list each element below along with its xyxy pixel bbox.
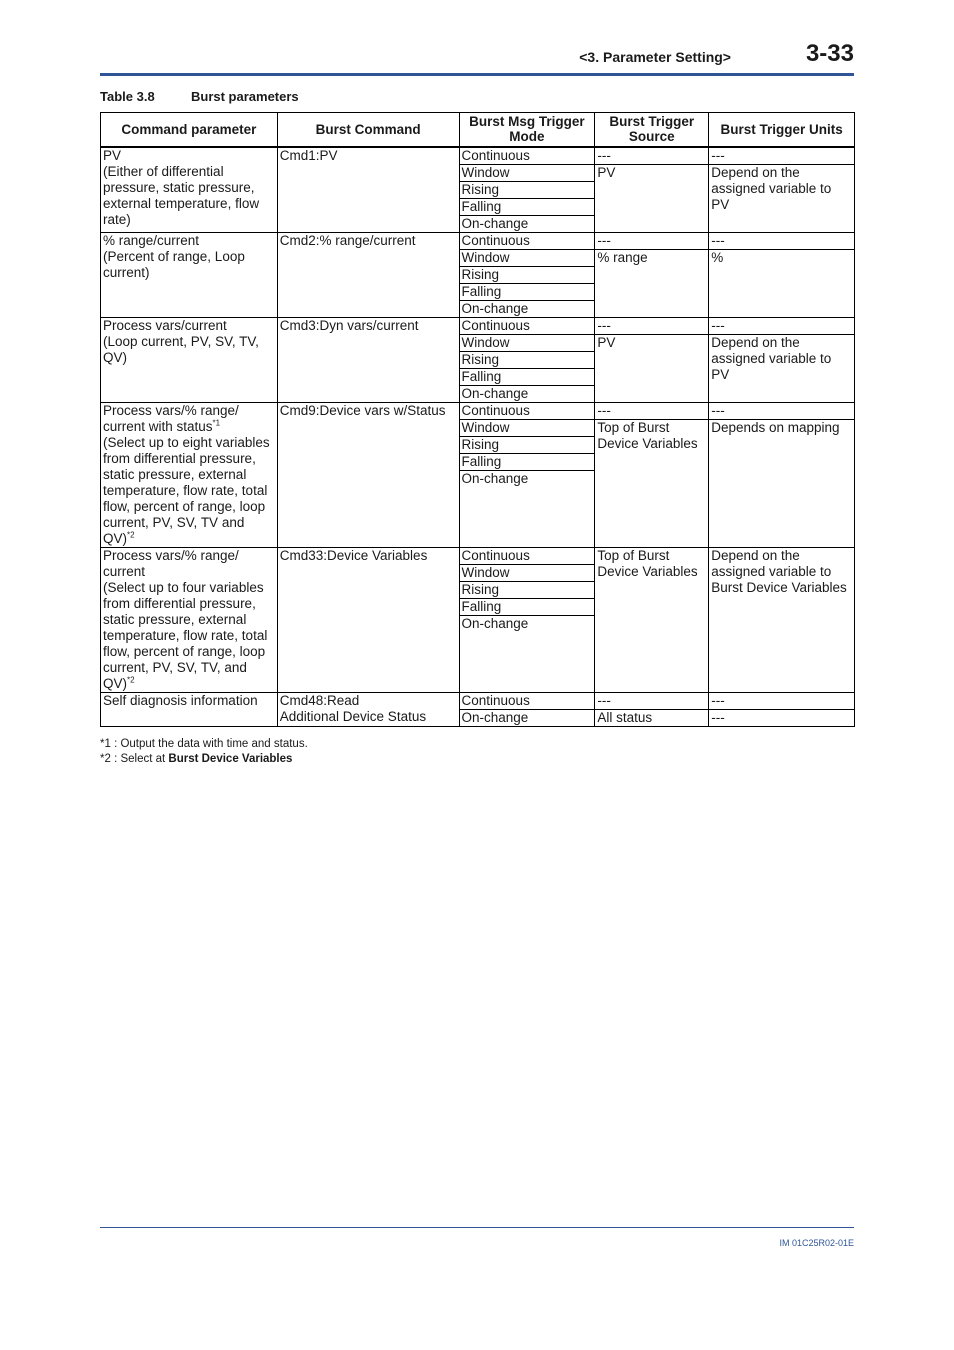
trigger-mode-cell: Falling [459,198,595,215]
trigger-mode-cell: Window [459,164,595,181]
trigger-source-cell: Top of Burst Device Variables [595,419,709,547]
trigger-mode-cell: On-change [459,470,595,547]
table-caption [100,89,299,104]
trigger-units-cell: Depend on the assigned variable to PV [709,334,855,402]
trigger-source-cell: --- [595,317,709,334]
column-header: Burst Msg Trigger Mode [459,113,595,147]
footnote-2-emphasis: Burst Device Variables [168,753,293,765]
trigger-mode-cell: Rising [459,181,595,198]
trigger-mode-cell: Rising [459,351,595,368]
trigger-source-cell: Top of Burst Device Variables [595,547,709,692]
burst-command-cell: Cmd33:Device Variables [277,547,459,692]
footnote-ref: *1 [212,418,221,427]
trigger-source-cell: All status [595,709,709,726]
footnote-ref: *2 [127,530,135,539]
trigger-source-cell: --- [595,692,709,709]
trigger-source-cell: PV [595,164,709,232]
table-caption-label: Table 3.8 [100,89,155,104]
trigger-mode-cell: On-change [459,709,595,726]
trigger-mode-cell: Rising [459,436,595,453]
command-parameter-cell: % range/current (Percent of range, Loop current) [101,232,278,317]
trigger-mode-cell: On-change [459,215,595,232]
table-row [101,232,855,249]
trigger-mode-cell: Window [459,564,595,581]
footnote-2-text: *2 : Select at [100,753,169,765]
trigger-mode-cell: Falling [459,368,595,385]
trigger-mode-cell: On-change [459,615,595,692]
table-footnotes [100,737,308,767]
trigger-units-cell: --- [709,317,855,334]
trigger-source-cell: --- [595,147,709,165]
footnote-1: *1 : Output the data with time and status. [100,738,308,750]
table-row [101,402,855,419]
param-text: current with status [103,418,213,434]
footnote-2 [100,752,308,767]
trigger-mode-cell: Continuous [459,547,595,564]
footer-divider [100,1227,854,1228]
page-number: 3-33 [805,40,854,67]
command-parameter-cell: PV (Either of differential pressure, static pressure, external temperature, flow rate) [101,147,278,233]
trigger-units-cell: Depends on mapping [709,419,855,547]
trigger-mode-cell: Window [459,334,595,351]
trigger-mode-cell: Continuous [459,232,595,249]
trigger-source-cell: --- [595,402,709,419]
trigger-mode-cell: Window [459,419,595,436]
trigger-mode-cell: Continuous [459,402,595,419]
trigger-units-cell: % [709,249,855,317]
trigger-mode-cell: Continuous [459,692,595,709]
command-parameter-cell: Self diagnosis information [101,692,278,726]
table-header-row [101,113,855,147]
trigger-units-cell: --- [709,692,855,709]
column-header: Burst Trigger Source [595,113,709,147]
trigger-units-cell: --- [709,709,855,726]
table-row [101,147,855,165]
command-text: Cmd48:Read [279,692,360,708]
trigger-units-cell: --- [709,232,855,249]
burst-command-cell: Cmd2:% range/current [277,232,459,317]
trigger-source-cell: PV [595,334,709,402]
trigger-mode-cell: Falling [459,453,595,470]
table-row [101,317,855,334]
column-header: Burst Command [277,113,459,147]
table-row [101,692,855,709]
trigger-mode-cell: Window [459,249,595,266]
command-parameter-cell: Process vars/current (Loop current, PV, SV, TV, QV) [101,317,278,402]
table-caption-title: Burst parameters [191,89,299,104]
trigger-mode-cell: Continuous [459,317,595,334]
burst-command-cell: Cmd1:PV [277,147,459,233]
column-header: Burst Trigger Units [709,113,855,147]
footnote-ref: *2 [127,675,135,684]
trigger-mode-cell: Rising [459,266,595,283]
param-text: Process vars/% range/ [103,402,239,418]
chapter-title: <3. Parameter Setting> [579,49,731,65]
param-text: Process vars/% range/ current (Select up to four variables from differential pressure, static pressure, external temperature, flow rate, total flow, percent of range, loop current, PV, SV, TV, and QV) [103,547,268,691]
header-divider [100,73,854,76]
trigger-mode-cell: Falling [459,283,595,300]
param-text: (Select up to eight variables from differential pressure, static pressure, external temperature, flow rate, total flow, percent of range, loop current, PV, SV, TV and QV) [103,434,270,546]
trigger-mode-cell: On-change [459,385,595,402]
command-parameter-cell [101,402,278,547]
table-row [101,547,855,564]
burst-parameters-table [100,112,855,727]
command-parameter-cell [101,547,278,692]
trigger-mode-cell: Falling [459,598,595,615]
burst-command-cell: Cmd3:Dyn vars/current [277,317,459,402]
document-id: IM 01C25R02-01E [779,1238,854,1248]
burst-command-cell: Cmd9:Device vars w/Status [277,402,459,547]
trigger-source-cell: --- [595,232,709,249]
command-text: Additional Device Status [279,708,427,724]
trigger-mode-cell: Continuous [459,147,595,165]
trigger-units-cell: --- [709,402,855,419]
column-header: Command parameter [101,113,278,147]
trigger-mode-cell: On-change [459,300,595,317]
trigger-mode-cell: Rising [459,581,595,598]
trigger-units-cell: Depend on the assigned variable to PV [709,164,855,232]
trigger-units-cell: Depend on the assigned variable to Burst Device Variables [709,547,855,692]
trigger-source-cell: % range [595,249,709,317]
trigger-units-cell: --- [709,147,855,165]
burst-command-cell [277,692,459,726]
